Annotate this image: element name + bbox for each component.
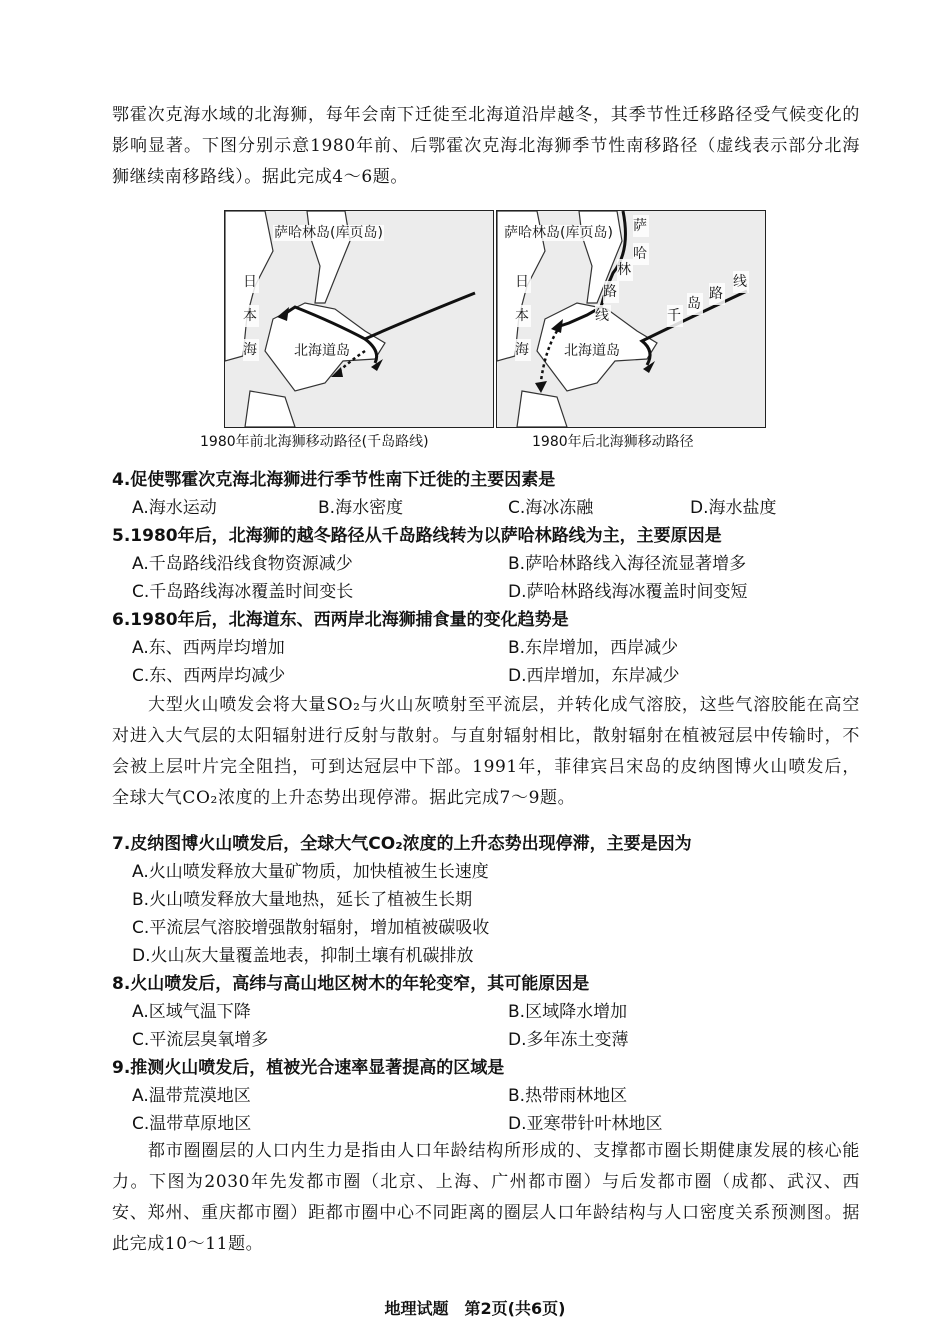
q8-option-b[interactable]: B.区域降水增加 xyxy=(508,1002,628,1022)
question-4-stem: 4.促使鄂霍次克海北海狮进行季节性南下迁徙的主要因素是 xyxy=(112,470,556,490)
question-9-stem: 9.推测火山喷发后，植被光合速率显著提高的区域是 xyxy=(112,1058,505,1078)
q7-option-d[interactable]: D.火山灰大量覆盖地表，抑制土壤有机碳排放 xyxy=(132,946,474,966)
q5-option-c[interactable]: C.千岛路线海冰覆盖时间变长 xyxy=(132,582,354,602)
route-kuril-1: 千 xyxy=(667,305,683,327)
q9-option-a[interactable]: A.温带荒漠地区 xyxy=(132,1086,251,1106)
page-footer: 地理试题 第2页(共6页) xyxy=(384,1299,566,1318)
q5-option-b[interactable]: B.萨哈林路线入海径流显著增多 xyxy=(508,554,747,574)
q8-option-a[interactable]: A.区域气温下降 xyxy=(132,1002,251,1022)
q8-option-d[interactable]: D.多年冻土变薄 xyxy=(508,1030,629,1050)
route-kuril-4: 线 xyxy=(733,271,749,293)
question-5-stem: 5.1980年后，北海狮的越冬路径从千岛路线转为以萨哈林路线为主，主要原因是 xyxy=(112,526,722,546)
question-6-stem: 6.1980年后，北海道东、西两岸北海狮捕食量的变化趋势是 xyxy=(112,610,569,630)
route-kuril-3: 路 xyxy=(709,283,725,305)
route-sakhalin-5: 线 xyxy=(595,305,611,327)
map-before-1980 xyxy=(224,210,494,428)
q6-option-b[interactable]: B.东岸增加，西岸减少 xyxy=(508,638,679,658)
question-8-stem: 8.火山喷发后，高纬与高山地区树木的年轮变窄，其可能原因是 xyxy=(112,974,590,994)
q7-option-a[interactable]: A.火山喷发释放大量矿物质，加快植被生长速度 xyxy=(132,862,489,882)
q7-option-b[interactable]: B.火山喷发释放大量地热，延长了植被生长期 xyxy=(132,890,473,910)
passage-volcano: 大型火山喷发会将大量SO₂与火山灰喷射至平流层，并转化成气溶胶，这些气溶胶能在高空对进入大气层的太阳辐射进行反射与散射。与直射辐射相比，散射辐射在植被冠层中传输时，不会被上层叶片完全阻挡，可到达冠层中下部。1991年，菲律宾吕宋岛的皮纳图博火山喷发后，全球大气CO₂浓度的上升态势出现停滞。据此完成7～9题。 xyxy=(112,695,860,808)
route-sakhalin-3: 林 xyxy=(617,259,633,281)
sea-label-3: 海 xyxy=(515,339,531,361)
sea-label-1: 日 xyxy=(243,271,259,293)
sea-label-3: 海 xyxy=(243,339,259,361)
sea-label-2: 本 xyxy=(243,305,259,327)
route-kuril-2: 岛 xyxy=(687,293,703,315)
route-sakhalin-4: 路 xyxy=(603,281,619,303)
q9-option-c[interactable]: C.温带草原地区 xyxy=(132,1114,252,1134)
sakhalin-label: 萨哈林岛(库页岛) xyxy=(274,225,383,241)
q4-option-d[interactable]: D.海水盐度 xyxy=(690,498,777,518)
caption-after-1980: 1980年后北海狮移动路径 xyxy=(532,434,694,450)
passage-sea-lions: 鄂霍次克海水域的北海狮，每年会南下迁徙至北海道沿岸越冬，其季节性迁移路径受气候变化的影响显著。下图分别示意1980年前、后鄂霍次克海北海狮季节性南移路径（虚线表示部分北海狮继续南移路线）。据此完成4～6题。 xyxy=(112,105,860,187)
route-sakhalin-1: 萨 xyxy=(633,215,649,237)
question-7-stem: 7.皮纳图博火山喷发后，全球大气CO₂浓度的上升态势出现停滞，主要是因为 xyxy=(112,834,692,854)
passage-metropolitan: 都市圈圈层的人口内生力是指由人口年龄结构所形成的、支撑都市圈长期健康发展的核心能力。下图为2030年先发都市圈（北京、上海、广州都市圈）与后发都市圈（成都、武汉、西安、郑州、重庆都市圈）距都市圈中心不同距离的圈层人口年龄结构与人口密度关系预测图。据此完成10～11题。 xyxy=(112,1141,860,1254)
q5-option-d[interactable]: D.萨哈林路线海冰覆盖时间变短 xyxy=(508,582,748,602)
caption-before-1980: 1980年前北海狮移动路径(千岛路线) xyxy=(200,434,429,450)
q5-option-a[interactable]: A.千岛路线沿线食物资源减少 xyxy=(132,554,353,574)
sea-label-2: 本 xyxy=(515,305,531,327)
q6-option-a[interactable]: A.东、西两岸均增加 xyxy=(132,638,285,658)
q7-option-c[interactable]: C.平流层气溶胶增强散射辐射，增加植被碳吸收 xyxy=(132,918,490,938)
map-after-1980-drawing xyxy=(497,211,765,427)
q9-option-d[interactable]: D.亚寒带针叶林地区 xyxy=(508,1114,663,1134)
q4-option-a[interactable]: A.海水运动 xyxy=(132,498,217,518)
q9-option-b[interactable]: B.热带雨林地区 xyxy=(508,1086,628,1106)
q4-option-b[interactable]: B.海水密度 xyxy=(318,498,404,518)
q6-option-d[interactable]: D.西岸增加，东岸减少 xyxy=(508,666,680,686)
sea-label-1: 日 xyxy=(515,271,531,293)
sakhalin-label: 萨哈林岛(库页岛) xyxy=(504,225,613,241)
q8-option-c[interactable]: C.平流层臭氧增多 xyxy=(132,1030,269,1050)
q4-option-c[interactable]: C.海冰冻融 xyxy=(508,498,594,518)
route-sakhalin-2: 哈 xyxy=(633,243,649,265)
hokkaido-label: 北海道岛 xyxy=(294,343,350,359)
q6-option-c[interactable]: C.东、西两岸均减少 xyxy=(132,666,286,686)
map-before-1980-drawing xyxy=(225,211,493,427)
map-after-1980 xyxy=(496,210,766,428)
hokkaido-label: 北海道岛 xyxy=(564,343,620,359)
